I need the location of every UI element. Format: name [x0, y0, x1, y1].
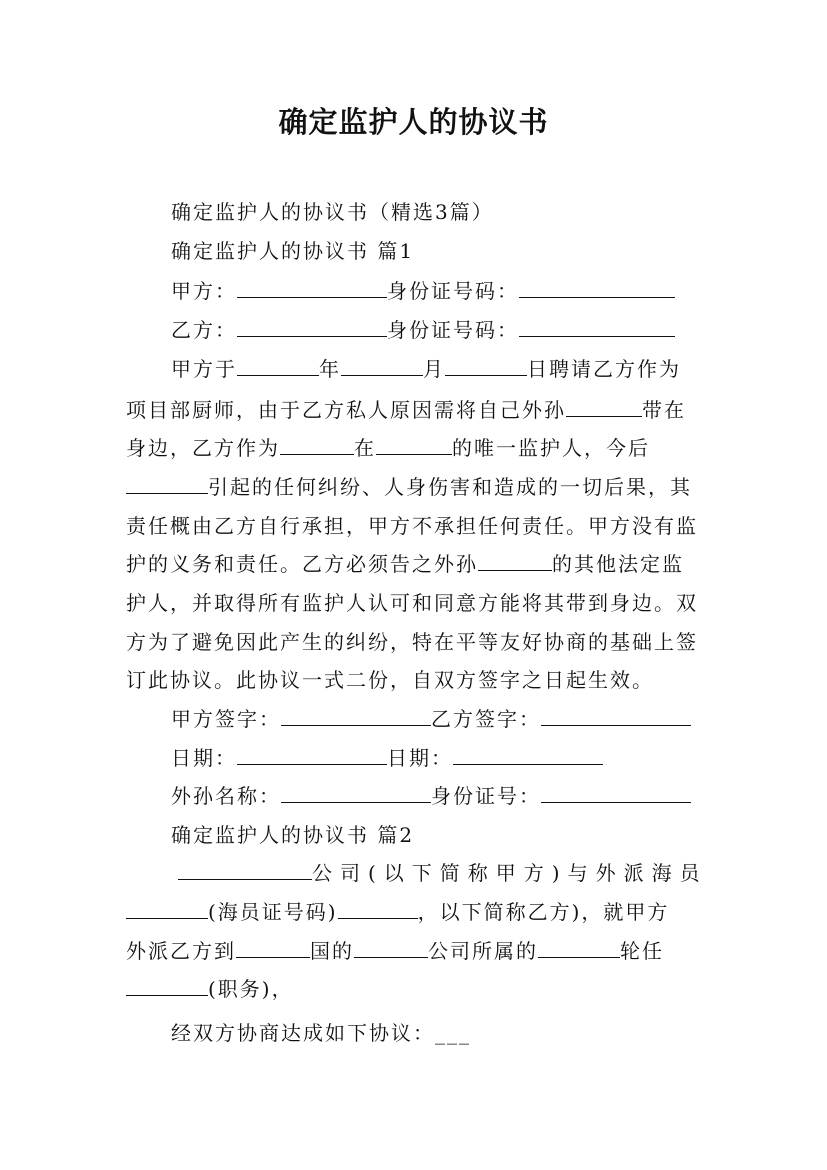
grandson-id-blank: [541, 784, 691, 803]
text-segment: 身边，乙方作为: [126, 436, 280, 460]
party-b-id-blank: [519, 318, 675, 337]
blank: [126, 475, 208, 494]
para1-line8: 方为了避免因此产生的纠纷，特在平等友好协商的基础上签: [126, 630, 698, 654]
text-segment: 公司所属的: [428, 939, 538, 963]
seaman-name-blank: [126, 900, 208, 919]
para2-line3: [126, 937, 706, 965]
para1-line7: 护人，并取得所有监护人认可和同意方能将其带到身边。双: [126, 591, 698, 615]
text-segment: 的其他法定监: [552, 552, 684, 576]
party-a-id-label: 身份证号码：: [387, 279, 519, 303]
party-a-blank: [237, 279, 387, 298]
sign-b-blank: [541, 707, 691, 726]
party-b-blank: [237, 318, 387, 337]
party-b-id-label: 身份证号码：: [387, 318, 519, 342]
para1-line3: [126, 434, 706, 462]
text-segment: ，以下简称乙方)，就甲方: [417, 900, 670, 924]
company-blank: [354, 939, 428, 958]
text-segment: 带在: [642, 398, 686, 422]
date-line: [171, 744, 711, 772]
agreement-blank: ___: [435, 1021, 471, 1045]
para1-line9: 订此协议。此协议一式二份，自双方签字之日起生效。: [126, 668, 654, 692]
para1-line1: [171, 355, 701, 383]
grandson-name-blank: [281, 784, 431, 803]
party-a-id-blank: [519, 279, 675, 298]
grandson-blank: [566, 398, 642, 417]
position-blank: [126, 977, 208, 996]
para1-line4: [126, 473, 706, 501]
blank: [376, 436, 452, 455]
text-segment: (职务)，: [208, 977, 294, 1001]
text-segment: 引起的任何纠纷、人身伤害和造成的一切后果，其: [208, 475, 692, 499]
text-segment: (海员证号码): [208, 900, 338, 924]
para2-line1: [178, 859, 708, 887]
company-blank: [178, 861, 312, 880]
text-segment: 轮任: [620, 939, 664, 963]
part1-heading: 确定监护人的协议书 篇1: [171, 239, 415, 263]
grandson-id-label: 身份证号：: [431, 784, 541, 808]
party-a-label: 甲方：: [171, 279, 237, 303]
text-segment: 年: [319, 357, 341, 381]
signature-line: [171, 705, 711, 733]
date-b-blank: [453, 746, 603, 765]
date-b-label: 日期：: [387, 746, 453, 770]
text-segment: 公司(以下简称甲方)与外派海员: [312, 861, 708, 885]
para1-line2: [126, 396, 706, 424]
date-a-label: 日期：: [171, 746, 237, 770]
para1-line5: 责任概由乙方自行承担，甲方不承担任何责任。甲方没有监: [126, 514, 698, 538]
grandson-line: [171, 782, 711, 810]
para2-line4: [126, 975, 706, 1003]
blank: [280, 436, 354, 455]
ship-blank: [538, 939, 620, 958]
country-blank: [236, 939, 310, 958]
grandson-name-label: 外孙名称：: [171, 784, 281, 808]
sign-b-label: 乙方签字：: [431, 707, 541, 731]
agreement-intro-line: [171, 1019, 711, 1047]
text-segment: 月: [423, 357, 445, 381]
party-a-line: [171, 277, 711, 305]
text-segment: 甲方于: [171, 357, 237, 381]
party-b-label: 乙方：: [171, 318, 237, 342]
month-blank: [341, 357, 423, 376]
text-segment: 国的: [310, 939, 354, 963]
date-a-blank: [237, 746, 387, 765]
grandson-blank: [478, 552, 552, 571]
day-blank: [445, 357, 527, 376]
year-blank: [237, 357, 319, 376]
agreement-intro: 经双方协商达成如下协议：: [171, 1021, 435, 1045]
sign-a-blank: [281, 707, 431, 726]
text-segment: 护的义务和责任。乙方必须告之外孙: [126, 552, 478, 576]
seaman-id-blank: [338, 900, 418, 919]
document-subtitle: 确定监护人的协议书（精选3篇）: [171, 200, 494, 224]
sign-a-label: 甲方签字：: [171, 707, 281, 731]
para1-line6: [126, 550, 706, 578]
part2-heading: 确定监护人的协议书 篇2: [171, 823, 415, 847]
text-segment: 项目部厨师，由于乙方私人原因需将自己外孙: [126, 398, 566, 422]
text-segment: 日聘请乙方作为: [527, 357, 681, 381]
text-segment: 在: [354, 436, 376, 460]
document-title: 确定监护人的协议书: [278, 105, 549, 139]
text-segment: 外派乙方到: [126, 939, 236, 963]
para2-line2: [126, 898, 706, 926]
text-segment: 的唯一监护人，今后: [452, 436, 650, 460]
party-b-line: [171, 316, 711, 344]
